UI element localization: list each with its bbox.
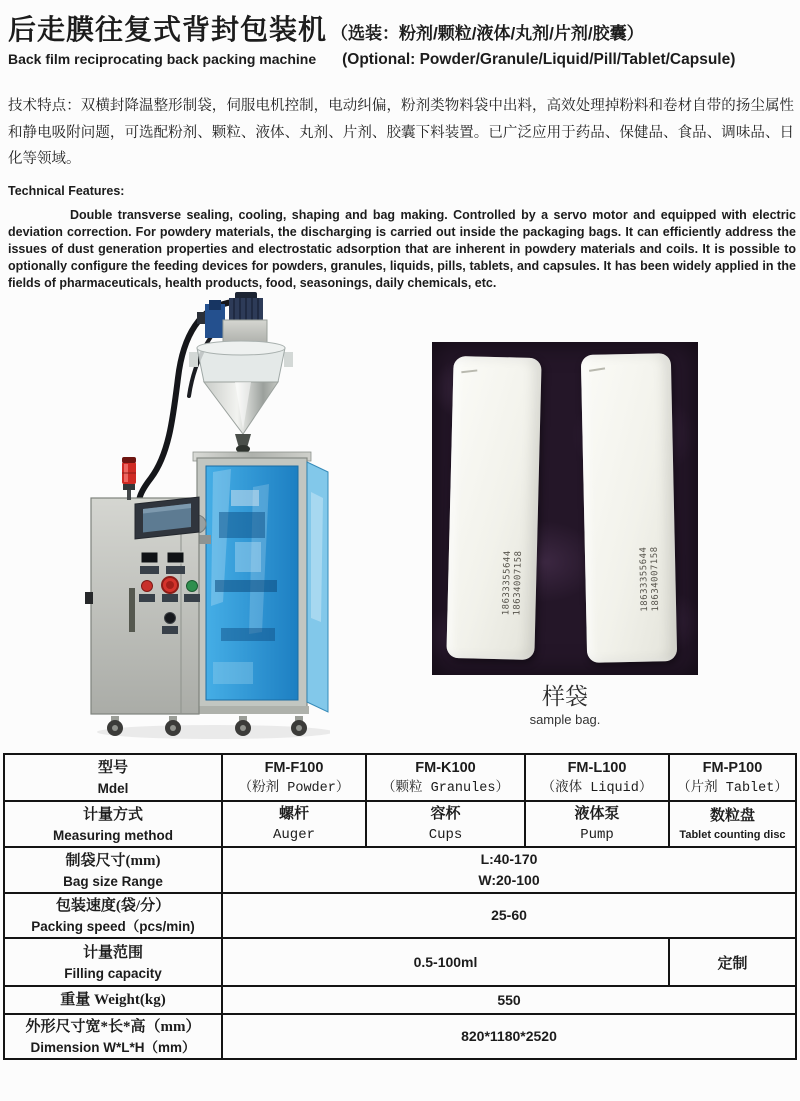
method-zh: 数粒盘 [709, 808, 755, 824]
cell-dimension-value [222, 1014, 796, 1059]
cell-method-pump [525, 801, 669, 847]
cell-model-fm-p100 [669, 754, 796, 801]
counter-display [167, 552, 184, 563]
table-row-packing-speed [4, 893, 796, 938]
model-code: FM-L100 [567, 759, 627, 776]
model-sub: （液体 Liquid） [541, 780, 653, 796]
bag-print-line: 18633355644 [501, 550, 513, 616]
cell-method-auger [222, 801, 366, 847]
table-row-bag-size [4, 847, 796, 893]
model-code: FM-K100 [415, 759, 476, 776]
cell-weight-value [222, 986, 796, 1014]
bag-caption-english: sample bag. [529, 712, 601, 727]
red-button [142, 581, 153, 592]
row-label-model [4, 754, 222, 801]
cell-bag-size-value [222, 847, 796, 893]
bag-print-line: 18634007158 [649, 546, 662, 612]
method-zh: 液体泵 [574, 806, 620, 822]
cell-model-fm-f100 [222, 754, 366, 801]
green-button [187, 581, 198, 592]
label-zh: 包装速度(袋/分） [55, 898, 171, 914]
label-zh: 型号 [97, 760, 128, 776]
label-zh: 外形尺寸宽*长*高（mm） [25, 1019, 201, 1035]
method-zh: 螺杆 [278, 806, 309, 822]
cell-filling-capacity-custom [669, 938, 796, 986]
cell-filling-capacity-value [222, 938, 669, 986]
model-code: FM-F100 [264, 759, 324, 776]
title-options: （选装：粉剂/颗粒/液体/丸剂/片剂/胶囊） [331, 24, 644, 43]
row-label-measuring-method [4, 801, 222, 847]
row-label-weight [4, 986, 222, 1014]
model-sub: （颗粒 Granules） [382, 780, 509, 796]
forming-cabinet [193, 452, 328, 714]
row-label-bag-size [4, 847, 222, 893]
label-en: Dimension W*L*H（mm） [30, 1040, 196, 1055]
door-handle [129, 588, 135, 632]
sample-bag-photo [432, 342, 698, 675]
title-chinese: 后走膜往复式背封包装机 [8, 14, 328, 45]
counter-display [141, 552, 158, 563]
label-en: Filling capacity [64, 965, 162, 981]
cell-packing-speed-value [222, 893, 796, 938]
method-en: Auger [272, 827, 315, 843]
control-cabinet [85, 497, 200, 714]
cell-model-fm-k100 [366, 754, 525, 801]
auger-motor [197, 292, 267, 346]
features-paragraph-chinese: 技术特点：双横封降温整形制袋，伺服电机控制，电动纠偏，粉剂类物料袋中出料，高效处理掉粉料和卷材自带的扬尘属性和静电吸附问题，可选配粉剂、颗粒、液体、丸剂、片剂、胶囊下料装置。已广泛应用于药品、保健品、食品、调味品、日化等领域。 [8, 98, 794, 167]
sample-bag [581, 353, 677, 663]
label-en: Bag size Range [63, 873, 163, 889]
value-line: W:20-100 [478, 872, 540, 888]
table-row-model [4, 754, 796, 801]
row-label-filling-capacity [4, 938, 222, 986]
custom-value: 定制 [717, 955, 748, 972]
bag-print-text [639, 546, 662, 612]
method-en: Tablet counting disc [679, 829, 786, 841]
value-line: L:40-170 [480, 851, 538, 867]
label-zh: 计量方式 [82, 806, 143, 823]
media-section [0, 290, 800, 742]
technical-features-heading: Technical Features: [8, 184, 125, 198]
label-en: Mdel [97, 781, 129, 796]
label-zh: 制袋尺寸(mm) [65, 852, 161, 869]
page-subtitle [8, 51, 796, 69]
features-paragraph-english: Double transverse sealing, cooling, shaping and bag making. Controlled by a servo motor and equipped with electric deviation correction. For powdery materials, the discharging is carried out inside the packaging bags. It can efficiently address the issues of dust generation properties and electrostatic adsorption that are inherent in powdery materials and coils. It is possible to optionally configure the feeding devices for powders, granules, liquids, pills, tablets, and capsules. It has been widely applied in the fields of pharmaceuticals, health products, food, seasonings, daily chemicals, etc. [8, 208, 796, 290]
value-line: 820*1180*2520 [461, 1028, 557, 1044]
value-line: 550 [497, 991, 521, 1008]
cell-model-fm-l100 [525, 754, 669, 801]
spec-table [3, 753, 797, 1060]
model-code: FM-P100 [702, 759, 763, 776]
method-en: Pump [580, 827, 614, 843]
table-row-measuring-method [4, 801, 796, 847]
method-en: Cups [428, 827, 463, 843]
method-zh: 容杯 [430, 806, 461, 822]
label-zh: 计量范围 [82, 944, 143, 961]
subtitle-english: Back film reciprocating back packing machine [8, 51, 317, 67]
model-sub: （粉剂 Powder） [238, 780, 350, 796]
row-label-packing-speed [4, 893, 222, 938]
sample-bag [446, 356, 541, 660]
machine-photo [85, 292, 330, 740]
tower-light [122, 457, 136, 500]
table-row-filling-capacity [4, 938, 796, 986]
subtitle-options: (Optional: Powder/Granule/Liquid/Pill/Tablet/Capsule) [342, 51, 736, 68]
value-line: 0.5-100ml [413, 953, 478, 970]
label-en: Packing speed（pcs/min) [31, 919, 195, 934]
hopper-cone [189, 341, 293, 453]
value-line: 25-60 [491, 907, 527, 923]
table-row-dimension [4, 1014, 796, 1059]
bag-print-text [501, 550, 525, 616]
bag-print-line: 18633355644 [638, 546, 651, 612]
table-row-weight [4, 986, 796, 1014]
bag-print-line: 18634007158 [512, 550, 524, 616]
model-sub: （片剂 Tablet） [677, 780, 788, 796]
label-mixed: 重量 Weight(kg) [60, 992, 166, 1008]
label-en: Measuring method [52, 827, 173, 843]
cell-method-cups [366, 801, 525, 847]
page-title [8, 8, 796, 48]
bag-caption-chinese: 样袋 [542, 684, 588, 709]
power-button [165, 613, 176, 624]
cell-method-tablet-disc [669, 801, 796, 847]
row-label-dimension [4, 1014, 222, 1059]
